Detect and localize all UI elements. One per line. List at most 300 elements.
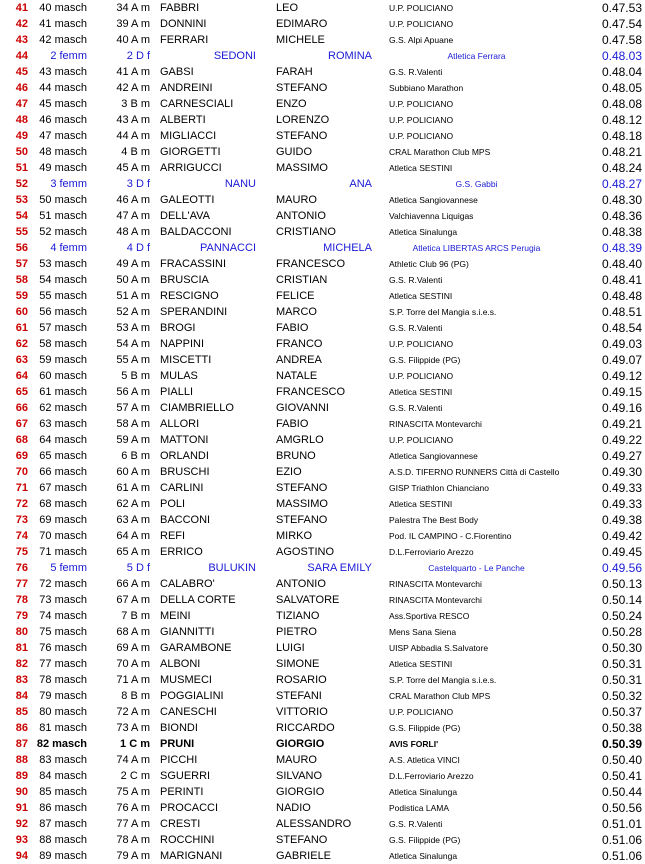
category-rank-cell: 73 A m xyxy=(116,722,150,734)
first-name-cell: LORENZO xyxy=(276,114,330,126)
table-row xyxy=(0,192,645,208)
category-rank-cell: 66 A m xyxy=(116,578,150,590)
first-name-cell: CRISTIAN xyxy=(276,274,328,286)
first-name-cell: AMGRLO xyxy=(276,434,324,446)
surname-cell: MULAS xyxy=(160,370,198,382)
surname-cell: ERRICO xyxy=(160,546,203,558)
club-cell: A.S.D. TIFERNO RUNNERS Città di Castello xyxy=(389,467,560,477)
category-rank-cell: 39 A m xyxy=(116,18,150,30)
surname-cell: CANESCHI xyxy=(160,706,217,718)
position-cell: 51 xyxy=(15,162,28,174)
club-cell: G.S. Alpi Apuane xyxy=(389,35,454,45)
club-cell: S.P. Torre del Mangia s.i.e.s. xyxy=(389,675,497,685)
surname-cell: ANDREINI xyxy=(160,82,213,94)
club-cell: U.P. POLICIANO xyxy=(389,707,454,717)
position-cell: 83 xyxy=(15,674,28,686)
table-row xyxy=(0,512,645,528)
gender-rank-cell: 86 masch xyxy=(39,802,87,814)
category-rank-cell: 77 A m xyxy=(116,818,150,830)
time-cell: 0.49.30 xyxy=(601,465,642,479)
surname-cell: BULUKIN xyxy=(208,562,256,574)
club-cell: Atletica SESTINI xyxy=(389,659,453,669)
category-rank-cell: 5 D f xyxy=(126,562,150,574)
table-row xyxy=(0,112,645,128)
category-rank-cell: 52 A m xyxy=(116,306,150,318)
category-rank-cell: 62 A m xyxy=(116,498,150,510)
table-row xyxy=(0,624,645,640)
time-cell: 0.50.37 xyxy=(601,705,642,719)
gender-rank-cell: 42 masch xyxy=(39,34,87,46)
first-name-cell: GIORGIO xyxy=(276,786,325,798)
first-name-cell: STEFANO xyxy=(276,82,328,94)
time-cell: 0.49.42 xyxy=(601,529,642,543)
first-name-cell: BRUNO xyxy=(276,450,316,462)
first-name-cell: EZIO xyxy=(276,466,302,478)
table-row xyxy=(0,336,645,352)
club-cell: G.S. Filippide (PG) xyxy=(389,355,461,365)
surname-cell: MATTONI xyxy=(160,434,209,446)
table-row xyxy=(0,448,645,464)
time-cell: 0.47.58 xyxy=(601,33,642,47)
time-cell: 0.51.06 xyxy=(601,833,642,847)
table-row xyxy=(0,848,645,864)
surname-cell: BRUSCHI xyxy=(160,466,210,478)
surname-cell: BROGI xyxy=(160,322,196,334)
position-cell: 50 xyxy=(15,146,28,158)
position-cell: 76 xyxy=(15,562,28,574)
surname-cell: REFI xyxy=(160,530,186,542)
gender-rank-cell: 47 masch xyxy=(39,130,87,142)
first-name-cell: ANDREA xyxy=(276,354,322,366)
table-row xyxy=(0,80,645,96)
gender-rank-cell: 44 masch xyxy=(39,82,87,94)
club-cell: Subbiano Marathon xyxy=(389,83,464,93)
time-cell: 0.48.08 xyxy=(601,97,642,111)
position-cell: 59 xyxy=(15,290,28,302)
table-row xyxy=(0,816,645,832)
surname-cell: CARLINI xyxy=(160,482,204,494)
position-cell: 79 xyxy=(15,610,28,622)
table-row xyxy=(0,400,645,416)
gender-rank-cell: 43 masch xyxy=(39,66,87,78)
first-name-cell: STEFANO xyxy=(276,130,328,142)
first-name-cell: MASSIMO xyxy=(276,162,328,174)
club-cell: RINASCITA Montevarchi xyxy=(389,595,482,605)
club-cell: D.L.Ferroviario Arezzo xyxy=(389,547,474,557)
table-row xyxy=(0,496,645,512)
club-cell: Atletica Sinalunga xyxy=(389,227,458,237)
category-rank-cell: 61 A m xyxy=(116,482,150,494)
position-cell: 78 xyxy=(15,594,28,606)
club-cell: G.S. Filippide (PG) xyxy=(389,723,461,733)
category-rank-cell: 64 A m xyxy=(116,530,150,542)
time-cell: 0.49.03 xyxy=(601,337,642,351)
gender-rank-cell: 85 masch xyxy=(39,786,87,798)
club-cell: U.P. POLICIANO xyxy=(389,19,454,29)
position-cell: 93 xyxy=(15,834,28,846)
time-cell: 0.49.33 xyxy=(601,497,642,511)
first-name-cell: STEFANI xyxy=(276,690,322,702)
surname-cell: RESCIGNO xyxy=(160,290,219,302)
surname-cell: BACCONI xyxy=(160,514,211,526)
gender-rank-cell: 2 femm xyxy=(50,50,87,62)
time-cell: 0.50.30 xyxy=(601,641,642,655)
gender-rank-cell: 55 masch xyxy=(39,290,87,302)
time-cell: 0.47.53 xyxy=(601,1,642,15)
gender-rank-cell: 62 masch xyxy=(39,402,87,414)
first-name-cell: MASSIMO xyxy=(276,498,328,510)
gender-rank-cell: 3 femm xyxy=(50,178,87,190)
first-name-cell: TIZIANO xyxy=(276,610,320,622)
gender-rank-cell: 82 masch xyxy=(36,738,87,750)
position-cell: 69 xyxy=(15,450,28,462)
category-rank-cell: 3 B m xyxy=(121,98,150,110)
table-row xyxy=(0,432,645,448)
time-cell: 0.48.03 xyxy=(601,49,642,63)
surname-cell: SPERANDINI xyxy=(160,306,228,318)
category-rank-cell: 2 D f xyxy=(126,50,150,62)
table-row xyxy=(0,528,645,544)
first-name-cell: ROMINA xyxy=(328,50,372,62)
surname-cell: ALBERTI xyxy=(160,114,206,126)
gender-rank-cell: 83 masch xyxy=(39,754,87,766)
table-row xyxy=(0,592,645,608)
time-cell: 0.48.12 xyxy=(601,113,642,127)
club-cell: G.S. Filippide (PG) xyxy=(389,835,461,845)
position-cell: 81 xyxy=(15,642,28,654)
club-cell: U.P. POLICIANO xyxy=(389,371,454,381)
gender-rank-cell: 45 masch xyxy=(39,98,87,110)
position-cell: 90 xyxy=(15,786,28,798)
category-rank-cell: 54 A m xyxy=(116,338,150,350)
time-cell: 0.48.27 xyxy=(601,177,642,191)
time-cell: 0.48.40 xyxy=(601,257,642,271)
first-name-cell: PIETRO xyxy=(276,626,317,638)
time-cell: 0.50.28 xyxy=(601,625,642,639)
surname-cell: BALDACCONI xyxy=(160,226,232,238)
table-row xyxy=(0,688,645,704)
category-rank-cell: 44 A m xyxy=(116,130,150,142)
surname-cell: DELLA CORTE xyxy=(160,594,236,606)
surname-cell: POGGIALINI xyxy=(160,690,224,702)
category-rank-cell: 1 C m xyxy=(120,738,150,750)
gender-rank-cell: 88 masch xyxy=(39,834,87,846)
time-cell: 0.50.40 xyxy=(601,753,642,767)
position-cell: 61 xyxy=(15,322,28,334)
category-rank-cell: 41 A m xyxy=(116,66,150,78)
position-cell: 53 xyxy=(15,194,28,206)
surname-cell: ALLORI xyxy=(160,418,200,430)
position-cell: 74 xyxy=(15,530,28,542)
first-name-cell: SARA EMILY xyxy=(307,562,372,574)
table-row xyxy=(0,560,645,576)
table-row xyxy=(0,224,645,240)
surname-cell: MEINI xyxy=(160,610,191,622)
time-cell: 0.48.51 xyxy=(601,305,642,319)
time-cell: 0.49.45 xyxy=(601,545,642,559)
club-cell: G.S. R.Valenti xyxy=(389,403,443,413)
gender-rank-cell: 65 masch xyxy=(39,450,87,462)
position-cell: 82 xyxy=(15,658,28,670)
table-row xyxy=(0,160,645,176)
position-cell: 54 xyxy=(15,210,28,222)
table-row xyxy=(0,464,645,480)
table-row xyxy=(0,144,645,160)
first-name-cell: SIMONE xyxy=(276,658,320,670)
club-cell: U.P. POLICIANO xyxy=(389,99,454,109)
time-cell: 0.48.38 xyxy=(601,225,642,239)
first-name-cell: FRANCESCO xyxy=(276,386,346,398)
position-cell: 67 xyxy=(15,418,28,430)
category-rank-cell: 57 A m xyxy=(116,402,150,414)
table-row xyxy=(0,480,645,496)
table-row xyxy=(0,32,645,48)
first-name-cell: STEFANO xyxy=(276,482,328,494)
position-cell: 41 xyxy=(15,2,28,14)
gender-rank-cell: 81 masch xyxy=(39,722,87,734)
surname-cell: FRACASSINI xyxy=(160,258,227,270)
category-rank-cell: 45 A m xyxy=(116,162,150,174)
club-cell: D.L.Ferroviario Arezzo xyxy=(389,771,474,781)
table-row xyxy=(0,128,645,144)
surname-cell: PICCHI xyxy=(160,754,198,766)
club-cell: A.S. Atletica VINCI xyxy=(389,755,460,765)
surname-cell: ROCCHINI xyxy=(160,834,215,846)
position-cell: 85 xyxy=(15,706,28,718)
surname-cell: GARAMBONE xyxy=(160,642,232,654)
first-name-cell: MIRKO xyxy=(276,530,313,542)
position-cell: 65 xyxy=(15,386,28,398)
time-cell: 0.50.13 xyxy=(601,577,642,591)
position-cell: 49 xyxy=(15,130,28,142)
club-cell: G.S. R.Valenti xyxy=(389,67,443,77)
position-cell: 46 xyxy=(15,82,28,94)
position-cell: 64 xyxy=(15,370,28,382)
time-cell: 0.50.31 xyxy=(601,657,642,671)
gender-rank-cell: 68 masch xyxy=(39,498,87,510)
gender-rank-cell: 67 masch xyxy=(39,482,87,494)
time-cell: 0.48.41 xyxy=(601,273,642,287)
table-row xyxy=(0,0,645,16)
position-cell: 56 xyxy=(15,242,28,254)
category-rank-cell: 4 D f xyxy=(126,242,150,254)
table-row xyxy=(0,64,645,80)
first-name-cell: MICHELA xyxy=(323,242,372,254)
table-row xyxy=(0,704,645,720)
table-row xyxy=(0,304,645,320)
time-cell: 0.49.56 xyxy=(601,561,642,575)
time-cell: 0.48.18 xyxy=(601,129,642,143)
category-rank-cell: 79 A m xyxy=(116,850,150,862)
first-name-cell: NADIO xyxy=(276,802,311,814)
surname-cell: CIAMBRIELLO xyxy=(160,402,234,414)
category-rank-cell: 48 A m xyxy=(116,226,150,238)
gender-rank-cell: 63 masch xyxy=(39,418,87,430)
category-rank-cell: 49 A m xyxy=(116,258,150,270)
position-cell: 63 xyxy=(15,354,28,366)
surname-cell: ARRIGUCCI xyxy=(160,162,222,174)
first-name-cell: ANTONIO xyxy=(276,210,326,222)
position-cell: 45 xyxy=(15,66,28,78)
table-row xyxy=(0,416,645,432)
time-cell: 0.49.07 xyxy=(601,353,642,367)
time-cell: 0.48.24 xyxy=(601,161,642,175)
category-rank-cell: 46 A m xyxy=(116,194,150,206)
first-name-cell: FABIO xyxy=(276,418,309,430)
first-name-cell: GIOVANNI xyxy=(276,402,329,414)
time-cell: 0.50.56 xyxy=(601,801,642,815)
category-rank-cell: 78 A m xyxy=(116,834,150,846)
gender-rank-cell: 60 masch xyxy=(39,370,87,382)
club-cell: Palestra The Best Body xyxy=(389,515,479,525)
first-name-cell: ROSARIO xyxy=(276,674,327,686)
gender-rank-cell: 75 masch xyxy=(39,626,87,638)
category-rank-cell: 43 A m xyxy=(116,114,150,126)
club-cell: U.P. POLICIANO xyxy=(389,3,454,13)
gender-rank-cell: 41 masch xyxy=(39,18,87,30)
time-cell: 0.51.01 xyxy=(601,817,642,831)
table-row xyxy=(0,272,645,288)
club-cell: Pod. IL CAMPINO - C.Fiorentino xyxy=(389,531,512,541)
table-row xyxy=(0,672,645,688)
first-name-cell: RICCARDO xyxy=(276,722,335,734)
club-cell: Atletica LIBERTAS ARCS Perugia xyxy=(412,243,541,253)
surname-cell: GIORGETTI xyxy=(160,146,221,158)
table-row xyxy=(0,208,645,224)
table-row xyxy=(0,656,645,672)
category-rank-cell: 3 D f xyxy=(126,178,150,190)
table-row xyxy=(0,384,645,400)
time-cell: 0.50.41 xyxy=(601,769,642,783)
position-cell: 43 xyxy=(15,34,28,46)
gender-rank-cell: 48 masch xyxy=(39,146,87,158)
time-cell: 0.50.24 xyxy=(601,609,642,623)
category-rank-cell: 69 A m xyxy=(116,642,150,654)
gender-rank-cell: 53 masch xyxy=(39,258,87,270)
surname-cell: MIGLIACCI xyxy=(160,130,217,142)
surname-cell: FABBRI xyxy=(160,2,200,14)
surname-cell: PIALLI xyxy=(160,386,194,398)
position-cell: 52 xyxy=(15,178,28,190)
time-cell: 0.50.39 xyxy=(601,737,642,751)
club-cell: U.P. POLICIANO xyxy=(389,115,454,125)
time-cell: 0.48.30 xyxy=(601,193,642,207)
table-row xyxy=(0,640,645,656)
first-name-cell: ANTONIO xyxy=(276,578,326,590)
gender-rank-cell: 80 masch xyxy=(39,706,87,718)
first-name-cell: CRISTIANO xyxy=(276,226,336,238)
first-name-cell: MAURO xyxy=(276,754,317,766)
club-cell: Atletica SESTINI xyxy=(389,163,453,173)
gender-rank-cell: 77 masch xyxy=(39,658,87,670)
surname-cell: DELL'AVA xyxy=(160,210,210,222)
table-row xyxy=(0,768,645,784)
time-cell: 0.49.22 xyxy=(601,433,642,447)
position-cell: 44 xyxy=(15,50,28,62)
category-rank-cell: 76 A m xyxy=(116,802,150,814)
club-cell: Atletica Sangiovannese xyxy=(389,195,478,205)
position-cell: 87 xyxy=(15,738,28,750)
position-cell: 92 xyxy=(15,818,28,830)
category-rank-cell: 50 A m xyxy=(116,274,150,286)
time-cell: 0.48.36 xyxy=(601,209,642,223)
time-cell: 0.49.15 xyxy=(601,385,642,399)
gender-rank-cell: 56 masch xyxy=(39,306,87,318)
gender-rank-cell: 54 masch xyxy=(39,274,87,286)
category-rank-cell: 59 A m xyxy=(116,434,150,446)
first-name-cell: MARCO xyxy=(276,306,317,318)
surname-cell: NAPPINI xyxy=(160,338,205,350)
club-cell: G.S. R.Valenti xyxy=(389,819,443,829)
first-name-cell: GUIDO xyxy=(276,146,313,158)
time-cell: 0.49.38 xyxy=(601,513,642,527)
surname-cell: GALEOTTI xyxy=(160,194,215,206)
gender-rank-cell: 79 masch xyxy=(39,690,87,702)
position-cell: 66 xyxy=(15,402,28,414)
category-rank-cell: 8 B m xyxy=(121,690,150,702)
first-name-cell: FRANCESCO xyxy=(276,258,346,270)
first-name-cell: FELICE xyxy=(276,290,315,302)
category-rank-cell: 34 A m xyxy=(116,2,150,14)
position-cell: 84 xyxy=(15,690,28,702)
table-row xyxy=(0,240,645,256)
club-cell: Athletic Club 96 (PG) xyxy=(389,259,469,269)
gender-rank-cell: 64 masch xyxy=(39,434,87,446)
club-cell: G.S. Gabbi xyxy=(455,179,498,189)
club-cell: UISP Abbadia S.Salvatore xyxy=(389,643,489,653)
category-rank-cell: 72 A m xyxy=(116,706,150,718)
gender-rank-cell: 89 masch xyxy=(39,850,87,862)
position-cell: 58 xyxy=(15,274,28,286)
position-cell: 42 xyxy=(15,18,28,30)
first-name-cell: LEO xyxy=(276,2,299,14)
surname-cell: CARNESCIALI xyxy=(160,98,234,110)
club-cell: Atletica Sinalunga xyxy=(389,787,458,797)
club-cell: Atletica SESTINI xyxy=(389,387,453,397)
position-cell: 57 xyxy=(15,258,28,270)
category-rank-cell: 42 A m xyxy=(116,82,150,94)
table-row xyxy=(0,320,645,336)
first-name-cell: SILVANO xyxy=(276,770,323,782)
category-rank-cell: 58 A m xyxy=(116,418,150,430)
category-rank-cell: 51 A m xyxy=(116,290,150,302)
gender-rank-cell: 46 masch xyxy=(39,114,87,126)
category-rank-cell: 67 A m xyxy=(116,594,150,606)
category-rank-cell: 6 B m xyxy=(121,450,150,462)
club-cell: U.P. POLICIANO xyxy=(389,339,454,349)
surname-cell: SEDONI xyxy=(213,50,256,62)
category-rank-cell: 68 A m xyxy=(116,626,150,638)
club-cell: G.S. R.Valenti xyxy=(389,275,443,285)
position-cell: 88 xyxy=(15,754,28,766)
first-name-cell: STEFANO xyxy=(276,514,328,526)
gender-rank-cell: 40 masch xyxy=(39,2,87,14)
gender-rank-cell: 69 masch xyxy=(39,514,87,526)
first-name-cell: EDIMARO xyxy=(276,18,328,30)
category-rank-cell: 63 A m xyxy=(116,514,150,526)
gender-rank-cell: 72 masch xyxy=(39,578,87,590)
category-rank-cell: 74 A m xyxy=(116,754,150,766)
club-cell: AVIS FORLI' xyxy=(389,739,439,749)
time-cell: 0.51.06 xyxy=(601,849,642,863)
first-name-cell: FARAH xyxy=(276,66,313,78)
first-name-cell: VITTORIO xyxy=(276,706,328,718)
gender-rank-cell: 76 masch xyxy=(39,642,87,654)
time-cell: 0.48.54 xyxy=(601,321,642,335)
time-cell: 0.48.04 xyxy=(601,65,642,79)
surname-cell: CRESTI xyxy=(160,818,201,830)
time-cell: 0.50.32 xyxy=(601,689,642,703)
